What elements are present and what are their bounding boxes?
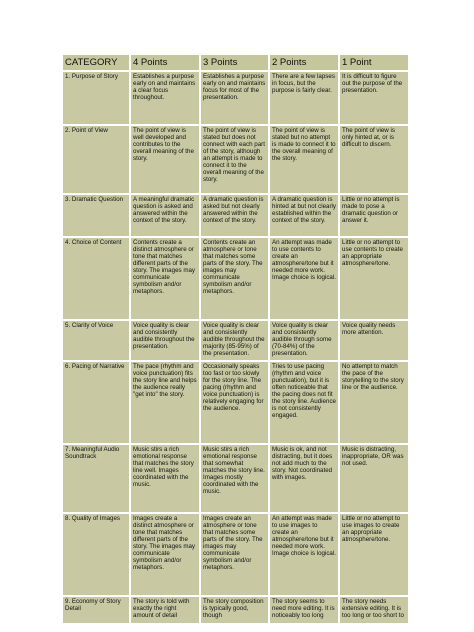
cell-4-points: Voice quality is clear and consistently audible throughout the presentation. (131, 321, 199, 360)
cell-1-point: Little or no attempt to use contents to create an appropriate atmosphere/tone. (340, 238, 408, 319)
cell-2-points: A dramatic question is hinted at but not clearly established within the context of the story. (270, 195, 338, 236)
cell-3-points: Music stirs a rich emotional response that somewhat matches the story line. Images mostly coordinated with the music. (201, 445, 268, 512)
cell-3-points: Voice quality is clear and consistently audible throughout the majority (85-95%) of the presentation. (201, 321, 268, 360)
cell-category: 7. Meaningful Audio Soundtrack (63, 445, 129, 512)
cell-category: 9. Economy of Story Detail (63, 597, 129, 623)
cell-3-points: Occasionally speaks too fast or too slowly for the story line. The pacing (rhythm and voice punctuation) is relatively engaging for the audience. (201, 362, 268, 443)
cell-1-point: No attempt to match the pace of the storytelling to the story line or the audience. (340, 362, 408, 443)
cell-1-point: The point of view is only hinted at, or is difficult to discern. (340, 126, 408, 193)
cell-category: 6. Pacing of Narrative (63, 362, 129, 443)
table-row (63, 195, 408, 236)
cell-2-points: There are a few lapses in focus, but the purpose is fairly clear. (270, 72, 338, 124)
cell-4-points: The point of view is well developed and contributes to the overall meaning of the story. (131, 126, 199, 193)
cell-category: 4. Choice of Content (63, 238, 129, 319)
cell-category: 1. Purpose of Story (63, 72, 129, 124)
table-row (63, 597, 408, 623)
header-2-points: 2 Points (270, 55, 338, 70)
cell-3-points: Contents create an atmosphere or tone that matches some parts of the story. The images may communicate symbolism and/or metaphors. (201, 238, 268, 319)
table-row (63, 126, 408, 193)
cell-1-point: It is difficult to figure out the purpose of the presentation. (340, 72, 408, 124)
header-1-point: 1 Point (340, 55, 408, 70)
table-row (63, 238, 408, 319)
cell-category: 5. Clarity of Voice (63, 321, 129, 360)
cell-4-points: Music stirs a rich emotional response that matches the story line well. Images coordinated with the music. (131, 445, 199, 512)
cell-2-points: Music is ok, and not distracting, but it does not add much to the story. Not coordinated with images. (270, 445, 338, 512)
cell-4-points: The pace (rhythm and voice punctuation) fits the story line and helps the audience really "get into" the story. (131, 362, 199, 443)
cell-1-point: Little or no attempt to use images to create an appropriate atmosphere/tone. (340, 514, 408, 595)
cell-1-point: The story needs extensive editing. It is too long or too short to (340, 597, 408, 623)
cell-3-points: Images create an atmosphere or tone that matches some parts of the story. The images may communicate symbolism and/or metaphors. (201, 514, 268, 595)
cell-2-points: An attempt was made to use contents to create an atmosphere/tone but it needed more work. Image choice is logical. (270, 238, 338, 319)
cell-4-points: Contents create a distinct atmosphere or tone that matches different parts of the story. The images may communicate symbolism and/or metaphors. (131, 238, 199, 319)
cell-category: 2. Point of View (63, 126, 129, 193)
header-3-points: 3 Points (201, 55, 268, 70)
cell-2-points: Voice quality is clear and consistently audible through some (70-84%) of the presentation. (270, 321, 338, 360)
cell-category: 8. Quality of Images (63, 514, 129, 595)
table-row (63, 445, 408, 512)
cell-3-points: A dramatic question is asked but not clearly answered within the context of the story. (201, 195, 268, 236)
header-row (63, 55, 408, 70)
cell-4-points: The story is told with exactly the right amount of detail (131, 597, 199, 623)
table-row (63, 321, 408, 360)
cell-2-points: An attempt was made to use images to create an atmosphere/tone but it needed more work. Image choice is logical. (270, 514, 338, 595)
table-row (63, 362, 408, 443)
header-category: CATEGORY (63, 55, 129, 70)
cell-2-points: The point of view is stated but no attempt is made to connect it to the overall meaning of the story. (270, 126, 338, 193)
cell-2-points: Tries to use pacing (rhythm and voice punctuation), but it is often noticeable that the pacing does not fit the story line. Audience is not consistently engaged. (270, 362, 338, 443)
table-row (63, 72, 408, 124)
cell-2-points: The story seems to need more editing. It is noticeably too long (270, 597, 338, 623)
cell-1-point: Little or no attempt is made to pose a dramatic question or answer it. (340, 195, 408, 236)
cell-3-points: The point of view is stated but does not connect with each part of the story, although an attempt is made to connect it to the overall meaning of the story. (201, 126, 268, 193)
cell-3-points: The story composition is typically good, though (201, 597, 268, 623)
cell-1-point: Voice quality needs more attention. (340, 321, 408, 360)
cell-4-points: A meaningful dramatic question is asked and answered within the context of the story. (131, 195, 199, 236)
rubric-body (63, 72, 408, 623)
cell-1-point: Music is distracting, inappropriate, OR was not used. (340, 445, 408, 512)
cell-3-points: Establishes a purpose early on and maintains focus for most of the presentation. (201, 72, 268, 124)
rubric-table (61, 53, 410, 625)
cell-category: 3. Dramatic Question (63, 195, 129, 236)
table-row (63, 514, 408, 595)
header-4-points: 4 Points (131, 55, 199, 70)
cell-4-points: Images create a distinct atmosphere or tone that matches different parts of the story. The images may communicate symbolism and/or metaphors. (131, 514, 199, 595)
cell-4-points: Establishes a purpose early on and maintains a clear focus throughout. (131, 72, 199, 124)
